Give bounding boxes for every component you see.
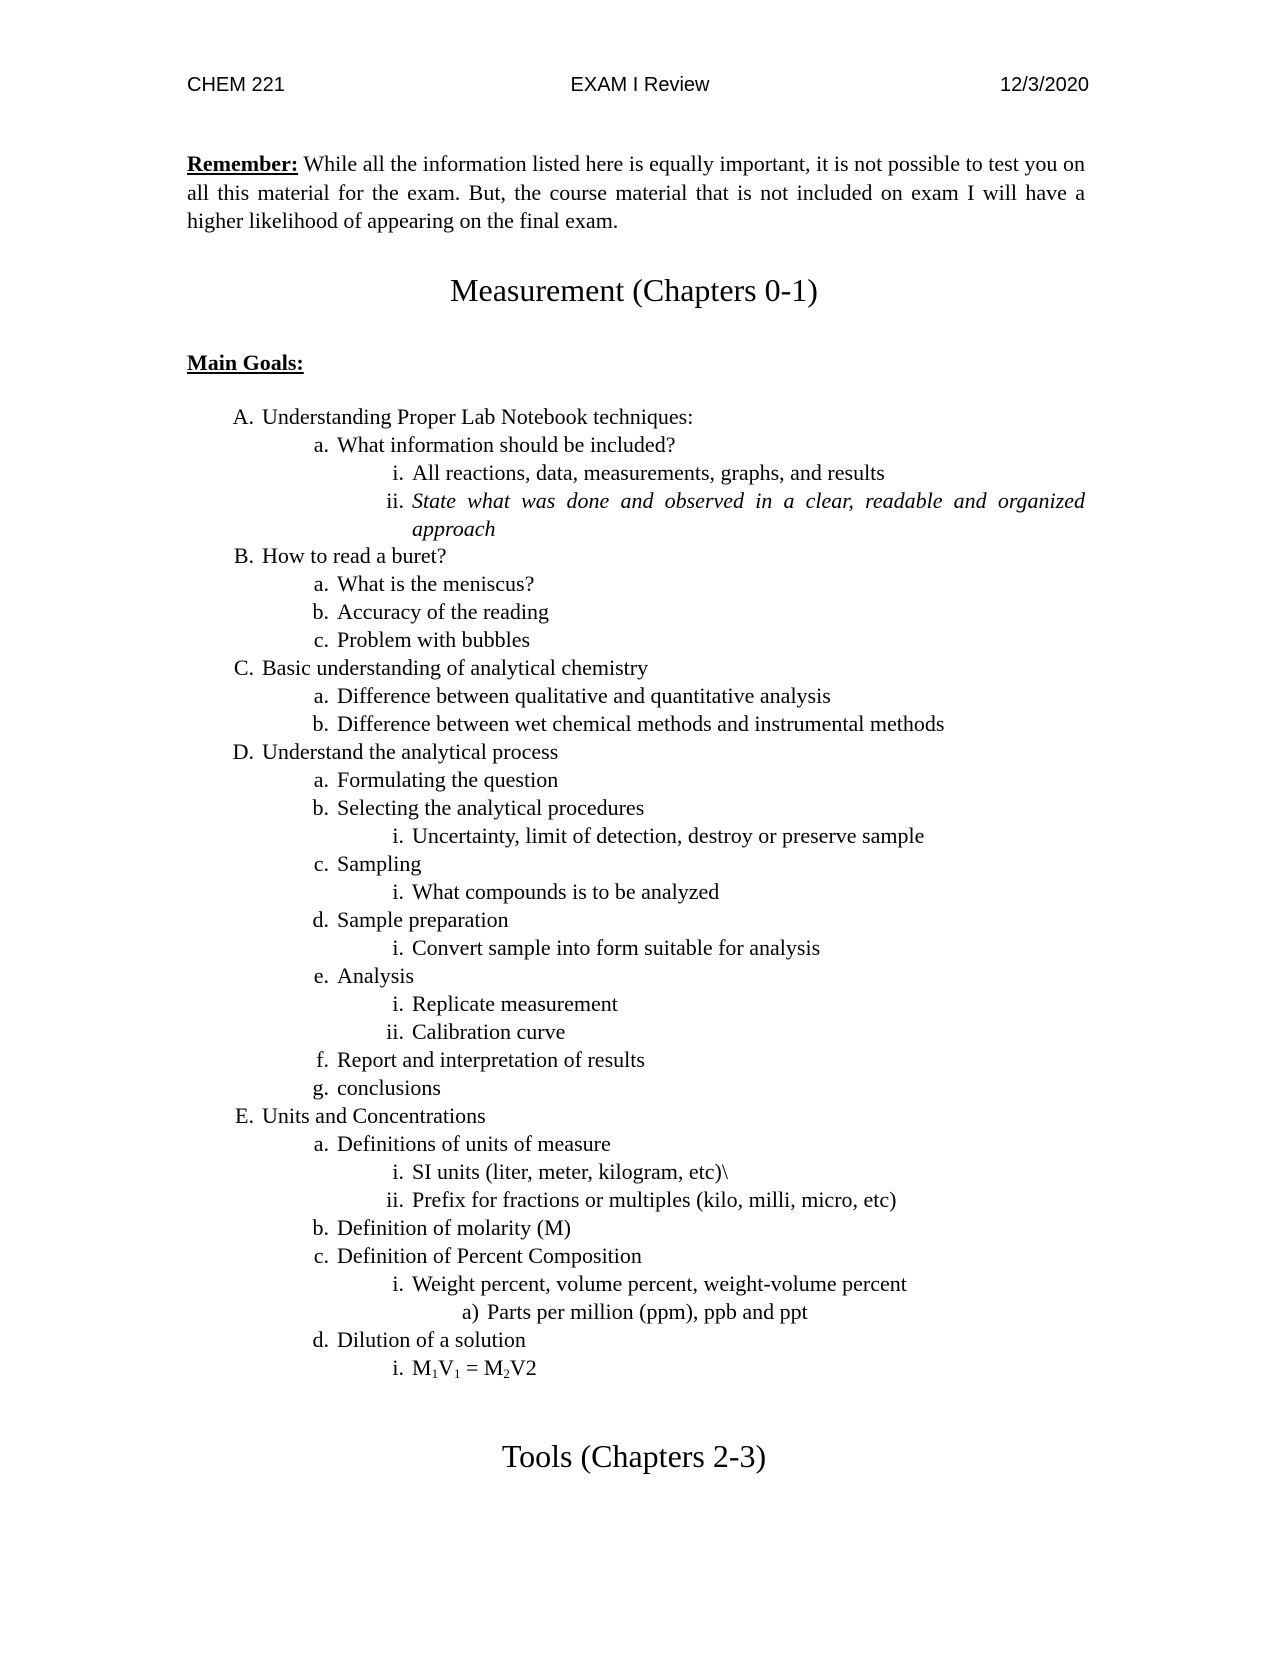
outline-item-E-b: [312, 1214, 572, 1242]
outline-marker: i.: [392, 991, 404, 1016]
outline-marker: d.: [312, 907, 329, 932]
outline-marker: ii.: [386, 1019, 404, 1044]
outline-item-E-c-i: [392, 1270, 907, 1298]
outline-marker: i.: [392, 879, 404, 904]
outline-text: Analysis: [337, 963, 414, 988]
outline-marker: a.: [313, 767, 329, 792]
outline-item-D: [232, 738, 559, 766]
outline-item-A-a-i: [392, 459, 885, 487]
outline-text: What compounds is to be analyzed: [412, 879, 720, 904]
outline-marker: b.: [312, 711, 329, 736]
outline-item-D-c-i: [392, 878, 720, 906]
outline-text: Understanding Proper Lab Notebook techniques:: [262, 404, 694, 429]
section-title-tools: Tools (Chapters 2-3): [501, 1438, 767, 1474]
outline-item-B: [233, 542, 447, 570]
outline-marker: e.: [313, 963, 329, 988]
outline-marker: c.: [313, 627, 329, 652]
outline-text: Definition of Percent Composition: [337, 1243, 642, 1268]
outline-text: Units and Concentrations: [262, 1103, 486, 1128]
outline-marker: B.: [233, 543, 254, 568]
outline-item-D-a: [313, 766, 559, 794]
header-title: EXAM I Review: [570, 74, 710, 96]
outline-text: Replicate measurement: [412, 991, 618, 1016]
outline-item-D-d: [312, 906, 509, 934]
outline-item-E-c: [313, 1242, 642, 1270]
outline-item-B-b: [312, 598, 549, 626]
outline-text: Convert sample into form suitable for analysis: [412, 935, 821, 960]
header-date: 12/3/2020: [1000, 74, 1089, 96]
outline-marker: ii.: [386, 488, 404, 513]
outline-item-E-d-i: [392, 1354, 537, 1382]
outline-text: Basic understanding of analytical chemistry: [262, 655, 649, 680]
outline-marker: c.: [313, 851, 329, 876]
outline-item-C: [233, 654, 649, 682]
outline-text: Formulating the question: [337, 767, 559, 792]
outline-marker: b.: [312, 599, 329, 624]
outline-item-D-c: [313, 850, 422, 878]
remember-paragraph: [187, 150, 1085, 236]
outline-text: Prefix for fractions or multiples (kilo, milli, micro, etc): [412, 1187, 897, 1212]
outline-text: Calibration curve: [412, 1019, 566, 1044]
remember-text: While all the information listed here is equally important, it is not possible to test you on all this material for the exam. But, the course material that is not included on exam I will have a higher likelihood of appearing on the final exam.: [187, 151, 1086, 233]
outline-marker: i.: [392, 823, 404, 848]
outline-text: Definitions of units of measure: [337, 1131, 611, 1156]
outline-item-D-e-ii: [386, 1018, 566, 1046]
outline-text: Difference between wet chemical methods and instrumental methods: [337, 711, 945, 736]
outline-text: Selecting the analytical procedures: [337, 795, 645, 820]
outline-item-D-d-i: [392, 934, 821, 962]
outline-item-B-a: [313, 570, 535, 598]
outline-text: Weight percent, volume percent, weight-volume percent: [412, 1271, 907, 1296]
outline-text: Parts per million (ppm), ppb and ppt: [487, 1299, 808, 1324]
outline-marker: b.: [312, 1215, 329, 1240]
outline-item-E-a-i: [392, 1158, 728, 1186]
outline-item-E: [235, 1102, 486, 1130]
outline-text: Accuracy of the reading: [337, 599, 549, 624]
outline-item-A-a: [313, 431, 676, 459]
outline-item-D-b-i: [392, 822, 925, 850]
dilution-equation: $M_1V_1 = M_2V2$: [412, 1355, 537, 1381]
outline-text: Definition of molarity (M): [337, 1215, 572, 1240]
outline-marker: g.: [312, 1075, 329, 1100]
outline-text: Sample preparation: [337, 907, 509, 932]
outline-text: Report and interpretation of results: [337, 1047, 645, 1072]
outline-marker: i.: [392, 460, 404, 485]
outline-item-D-b: [312, 794, 645, 822]
outline-text: How to read a buret?: [262, 543, 447, 568]
outline-marker: a.: [313, 571, 329, 596]
outline-text: Problem with bubbles: [337, 627, 531, 652]
outline-item-D-g: [312, 1074, 441, 1102]
outline-marker: b.: [312, 795, 329, 820]
outline-text: Uncertainty, limit of detection, destroy or preserve sample: [412, 823, 925, 848]
outline-item-E-d: [312, 1326, 526, 1354]
outline-marker: a.: [313, 683, 329, 708]
outline-item-D-e-i: [392, 990, 618, 1018]
outline-marker: ii.: [386, 1187, 404, 1212]
outline-marker: d.: [312, 1327, 329, 1352]
section-title-measurement: Measurement (Chapters 0-1): [450, 272, 818, 308]
outline-item-E-a: [313, 1130, 611, 1158]
outline-text: Sampling: [337, 851, 422, 876]
outline-text: What information should be included?: [337, 432, 676, 457]
outline-item-A: [232, 403, 694, 431]
outline-text: Difference between qualitative and quantitative analysis: [337, 683, 831, 708]
outline-item-B-c: [313, 626, 531, 654]
outline-item-D-e: [313, 962, 414, 990]
outline-text: All reactions, data, measurements, graphs, and results: [412, 460, 885, 485]
outline-marker: i.: [392, 1355, 404, 1380]
outline-text: SI units (liter, meter, kilogram, etc)\: [412, 1159, 728, 1184]
outline-text: conclusions: [337, 1075, 441, 1100]
outline-text: Understand the analytical process: [262, 739, 559, 764]
outline-marker: C.: [233, 655, 254, 680]
outline-item-D-f: [316, 1046, 645, 1074]
outline-marker: a.: [313, 1131, 329, 1156]
outline-item-C-a: [313, 682, 831, 710]
outline-item-E-c-i-a: [461, 1298, 808, 1326]
outline-marker: i.: [392, 1271, 404, 1296]
outline-marker: A.: [232, 404, 254, 429]
outline-item-E-a-ii: [386, 1186, 897, 1214]
outline-marker: a): [461, 1299, 479, 1324]
outline-marker: D.: [232, 739, 254, 764]
outline-marker: a.: [313, 432, 329, 457]
outline-item-A-a-ii: [386, 487, 1085, 543]
main-goals-heading: Main Goals:: [187, 350, 304, 375]
outline-marker: f.: [316, 1047, 329, 1072]
outline-marker: i.: [392, 935, 404, 960]
outline-marker: i.: [392, 1159, 404, 1184]
outline-text: What is the meniscus?: [337, 571, 535, 596]
outline-text: State what was done and observed in a clear, readable and organized approach: [412, 488, 1085, 541]
outline-marker: c.: [313, 1243, 329, 1268]
outline-marker: E.: [235, 1103, 254, 1128]
remember-label: Remember:: [187, 151, 299, 176]
outline-item-C-b: [312, 710, 945, 738]
header-course: CHEM 221: [187, 74, 285, 96]
outline-text: Dilution of a solution: [337, 1327, 526, 1352]
